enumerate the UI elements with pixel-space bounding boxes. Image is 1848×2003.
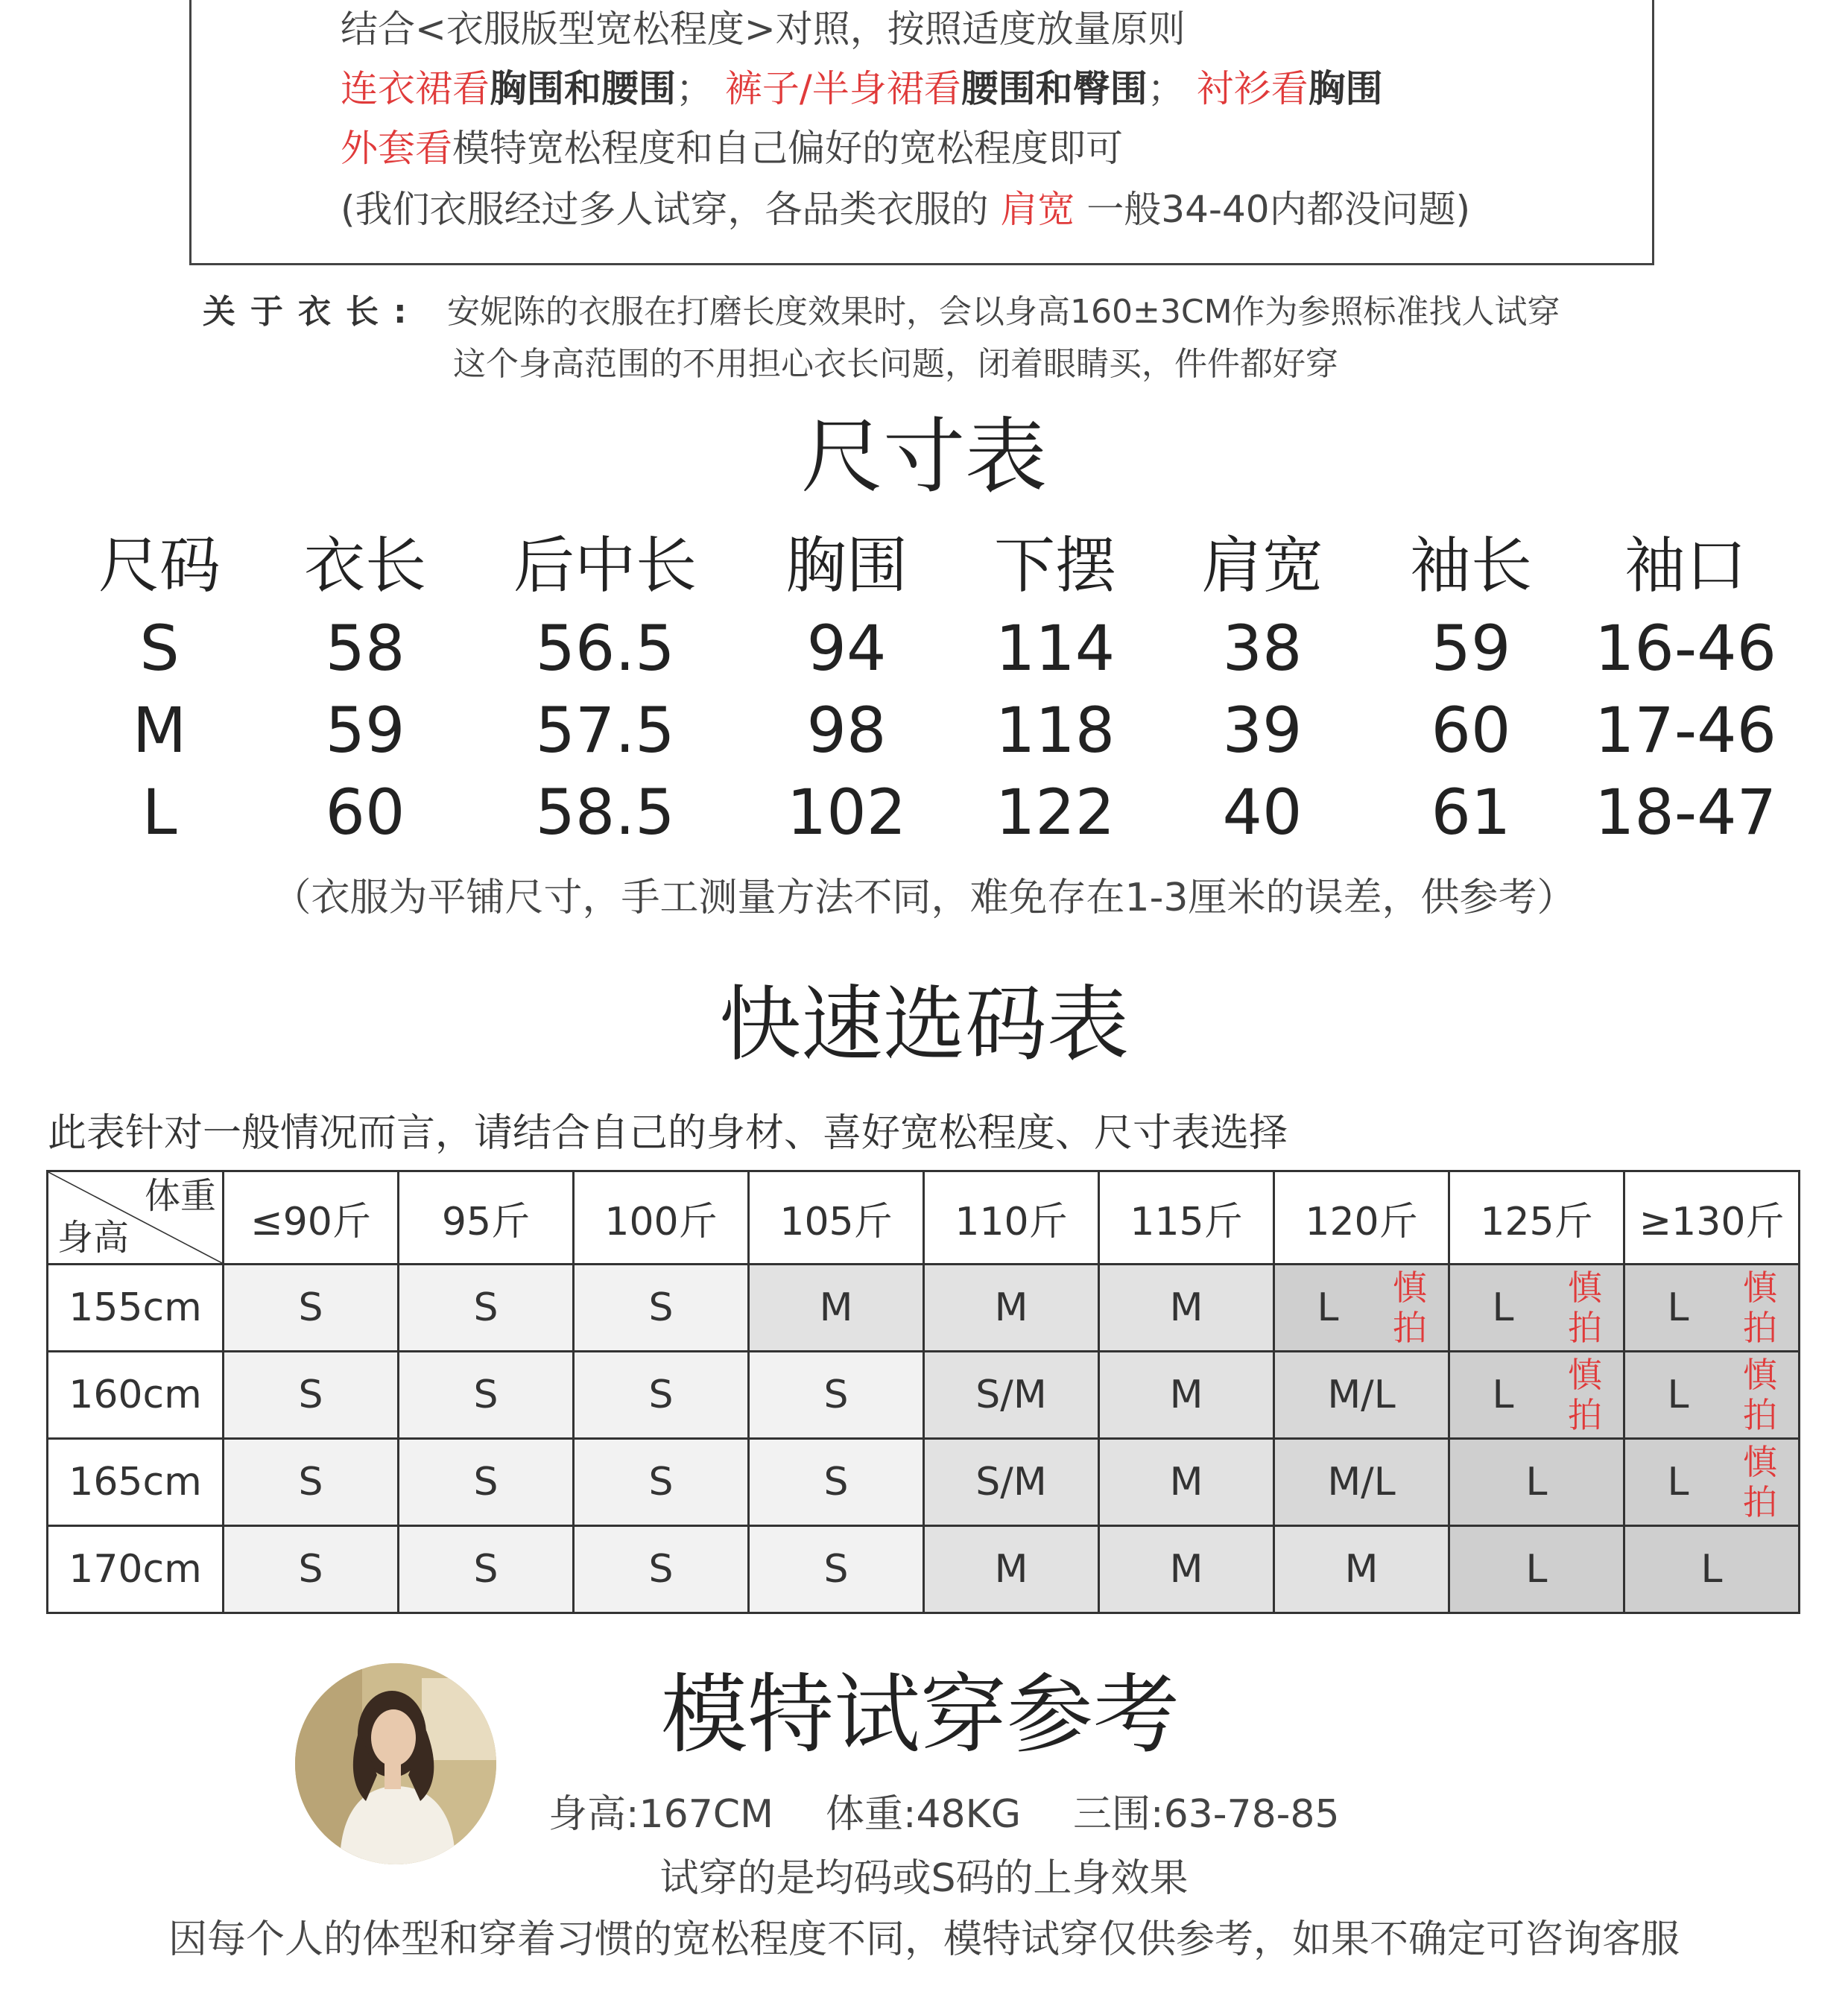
- quick-size-row: [48, 1439, 1800, 1526]
- recommended-size: M: [994, 1547, 1028, 1592]
- coat-label: 外套看: [341, 127, 452, 170]
- length-note-text-1: 安妮陈的衣服在打磨长度效果时，会以身高160±3CM作为参照标准找人试穿: [447, 293, 1560, 331]
- model-disclaimer: 因每个人的体型和穿着习惯的宽松程度不同，模特试穿仅供参考，如果不确定可咨询客服: [168, 1917, 1680, 1962]
- recommended-size-cell: [924, 1439, 1099, 1526]
- size-value: 57.5: [535, 694, 675, 767]
- quick-size-row: [48, 1265, 1800, 1352]
- quick-size-header-row: [48, 1171, 1800, 1265]
- recommended-size-cell: [399, 1352, 574, 1439]
- size-chart-row: [67, 689, 1796, 771]
- recommended-size: S: [473, 1285, 499, 1330]
- recommended-size-cell: [399, 1265, 574, 1352]
- dress-label: 连衣裙看: [341, 67, 490, 110]
- recommended-size: M: [1169, 1547, 1203, 1592]
- model-reference-title: 模特试穿参考: [661, 1665, 1180, 1765]
- caution-note-top: 慎: [1568, 1268, 1602, 1308]
- recommended-size: S: [648, 1460, 674, 1504]
- recommended-size-cell: [749, 1439, 924, 1526]
- caution-note-bottom: 拍: [1743, 1395, 1777, 1435]
- quick-size-description: 此表针对一般情况而言，请结合自己的身材、喜好宽松程度、尺寸表选择: [48, 1111, 1288, 1156]
- weight-header-cell: 95斤: [399, 1171, 574, 1265]
- caution-note-top: 慎: [1743, 1355, 1777, 1395]
- model-height: 身高:167CM: [548, 1792, 773, 1837]
- caution-note: [1741, 1268, 1779, 1348]
- model-avatar: [295, 1663, 496, 1864]
- caution-note-bottom: 拍: [1393, 1308, 1427, 1348]
- recommended-size-cell: [924, 1265, 1099, 1352]
- size-header-cell: 衣长: [303, 531, 426, 601]
- recommended-size: S: [473, 1460, 499, 1504]
- size-chart-row: [67, 607, 1796, 689]
- recommended-size: S: [473, 1547, 499, 1592]
- quick-size-row: [48, 1526, 1800, 1613]
- recommended-size-cell: [1624, 1526, 1800, 1613]
- caution-note-bottom: 拍: [1743, 1482, 1777, 1522]
- recommended-size: S: [648, 1285, 674, 1330]
- quick-size-row: [48, 1352, 1800, 1439]
- separator: ；: [676, 67, 713, 110]
- recommended-size-cell: [1099, 1439, 1274, 1526]
- size-value: 59: [325, 694, 405, 767]
- recommended-size: L: [1317, 1285, 1339, 1330]
- recommended-size-cell: [1624, 1439, 1800, 1526]
- size-value: 58: [325, 612, 405, 685]
- caution-note: [1741, 1442, 1779, 1522]
- model-weight: 体重:48KG: [825, 1792, 1022, 1837]
- height-label-cell: 170cm: [48, 1526, 224, 1613]
- recommended-size: S: [823, 1547, 849, 1592]
- recommended-size-cell: [574, 1439, 749, 1526]
- fit-guide-line-3: [341, 126, 1123, 171]
- recommended-size-cell: [1449, 1439, 1624, 1526]
- size-value: 60: [325, 776, 405, 849]
- size-header-cell: 尺码: [98, 531, 221, 601]
- shoulder-label: 肩宽: [1000, 188, 1075, 231]
- recommended-size: S: [648, 1373, 674, 1417]
- recommended-size-cell: [399, 1526, 574, 1613]
- recommended-size-cell: [924, 1352, 1099, 1439]
- length-note-label: 关于衣长:: [203, 293, 422, 331]
- garment-length-note: [203, 286, 1560, 390]
- size-chart-header-row: [67, 525, 1796, 607]
- caution-note-bottom: 拍: [1568, 1308, 1602, 1348]
- recommended-size: M: [1169, 1285, 1203, 1330]
- recommended-size: S: [823, 1373, 849, 1417]
- fit-guide-line-4: [341, 187, 1470, 232]
- model-photo-illustration: [295, 1663, 496, 1864]
- size-value: 61: [1431, 776, 1511, 849]
- shoulder-prefix: (我们衣服经过多人试穿，各品类衣服的: [341, 188, 1001, 231]
- caution-note: [1391, 1268, 1428, 1348]
- quick-size-corner-cell: [48, 1171, 224, 1265]
- pants-label: 裤子/半身裙看: [724, 67, 961, 110]
- recommended-size: S: [298, 1285, 323, 1330]
- corner-height-label: 身高: [57, 1217, 130, 1259]
- shirt-measure: 胸围: [1308, 67, 1383, 110]
- recommended-size-cell: [1624, 1265, 1800, 1352]
- recommended-size-cell: [749, 1526, 924, 1613]
- size-header-cell: 肩宽: [1200, 531, 1323, 601]
- fit-guide-line-1: 结合<衣服版型宽松程度>对照，按照适度放量原则: [341, 7, 1186, 51]
- size-value: 98: [806, 694, 887, 767]
- recommended-size: M/L: [1327, 1373, 1396, 1417]
- recommended-size-cell: [574, 1352, 749, 1439]
- caution-note-top: 慎: [1393, 1268, 1427, 1308]
- recommended-size-cell: [1099, 1352, 1274, 1439]
- recommended-size-cell: [1274, 1439, 1449, 1526]
- caution-note: [1566, 1355, 1604, 1435]
- recommended-size-cell: [1449, 1352, 1624, 1439]
- weight-header-cell: ≤90斤: [224, 1171, 399, 1265]
- length-note-text-2: 这个身高范围的不用担心衣长问题，闭着眼睛买，件件都好穿: [453, 345, 1338, 383]
- size-value: L: [142, 776, 177, 849]
- recommended-size: S: [298, 1373, 323, 1417]
- recommended-size-cell: [1099, 1265, 1274, 1352]
- size-value: 59: [1431, 612, 1511, 685]
- shirt-label: 衬衫看: [1196, 67, 1309, 110]
- recommended-size: L: [1700, 1547, 1723, 1592]
- caution-note: [1566, 1268, 1604, 1348]
- height-label-cell: 155cm: [48, 1265, 224, 1352]
- size-value: 39: [1222, 694, 1303, 767]
- size-value: 118: [995, 694, 1116, 767]
- recommended-size-cell: [399, 1439, 574, 1526]
- caution-note-top: 慎: [1743, 1442, 1777, 1482]
- size-header-cell: 下摆: [993, 531, 1116, 601]
- recommended-size-cell: [1624, 1352, 1800, 1439]
- size-value: 122: [995, 776, 1116, 849]
- model-fit-effect: 试穿的是均码或S码的上身效果: [659, 1856, 1189, 1901]
- length-note-line-1: [203, 286, 1560, 338]
- caution-note-bottom: 拍: [1568, 1395, 1602, 1435]
- recommended-size: S/M: [975, 1460, 1047, 1504]
- recommended-size: M: [819, 1285, 853, 1330]
- size-value: 58.5: [535, 776, 675, 849]
- recommended-size: L: [1525, 1547, 1548, 1592]
- size-value: S: [139, 612, 180, 685]
- recommended-size-cell: [1099, 1526, 1274, 1613]
- size-chart-note: （衣服为平铺尺寸，手工测量方法不同，难免存在1-3厘米的误差，供参考）: [272, 876, 1576, 920]
- recommended-size: L: [1667, 1285, 1689, 1330]
- recommended-size: M: [994, 1285, 1028, 1330]
- size-value: M: [132, 694, 187, 767]
- caution-note-top: 慎: [1568, 1355, 1602, 1395]
- height-label-cell: 160cm: [48, 1352, 224, 1439]
- recommended-size-cell: [1274, 1526, 1449, 1613]
- model-stats: [548, 1788, 1392, 1841]
- size-header-cell: 胸围: [785, 531, 908, 601]
- weight-header-cell: ≥130斤: [1624, 1171, 1800, 1265]
- size-value: 94: [806, 612, 887, 685]
- recommended-size-cell: [224, 1439, 399, 1526]
- recommended-size-cell: [1274, 1265, 1449, 1352]
- quick-size-table: [46, 1170, 1800, 1614]
- corner-weight-label: 体重: [144, 1175, 216, 1217]
- recommended-size-cell: [224, 1265, 399, 1352]
- size-value: 60: [1431, 694, 1511, 767]
- recommended-size: S: [298, 1460, 323, 1504]
- size-value: 114: [995, 612, 1116, 685]
- weight-header-cell: 110斤: [924, 1171, 1099, 1265]
- coat-rule: 模特宽松程度和自己偏好的宽松程度即可: [452, 127, 1123, 170]
- recommended-size: M: [1169, 1373, 1203, 1417]
- recommended-size: M/L: [1327, 1460, 1396, 1504]
- size-value: 56.5: [535, 612, 675, 685]
- weight-header-cell: 120斤: [1274, 1171, 1449, 1265]
- recommended-size-cell: [574, 1526, 749, 1613]
- recommended-size-cell: [749, 1352, 924, 1439]
- recommended-size-cell: [924, 1526, 1099, 1613]
- recommended-size-cell: [1449, 1526, 1624, 1613]
- caution-note: [1741, 1355, 1779, 1435]
- recommended-size: L: [1492, 1373, 1514, 1417]
- size-value: 40: [1222, 776, 1303, 849]
- size-value: 17-46: [1594, 694, 1777, 767]
- size-chart-row: [67, 771, 1796, 853]
- recommended-size-cell: [749, 1265, 924, 1352]
- recommended-size: S: [473, 1373, 499, 1417]
- weight-header-cell: 100斤: [574, 1171, 749, 1265]
- recommended-size: M: [1169, 1460, 1203, 1504]
- weight-header-cell: 105斤: [749, 1171, 924, 1265]
- recommended-size: L: [1492, 1285, 1514, 1330]
- size-header-cell: 后中长: [513, 531, 697, 601]
- weight-header-cell: 115斤: [1099, 1171, 1274, 1265]
- shoulder-suffix: 一般34-40内都没问题): [1075, 188, 1471, 231]
- caution-note-bottom: 拍: [1743, 1308, 1777, 1348]
- recommended-size: S: [823, 1460, 849, 1504]
- recommended-size-cell: [1449, 1265, 1624, 1352]
- size-header-cell: 袖口: [1624, 531, 1747, 601]
- recommended-size-cell: [224, 1352, 399, 1439]
- recommended-size-cell: [1274, 1352, 1449, 1439]
- recommended-size: S: [298, 1547, 323, 1592]
- size-chart-title: 尺寸表: [801, 409, 1047, 504]
- caution-note-top: 慎: [1743, 1268, 1777, 1308]
- quick-size-title: 快速选码表: [719, 977, 1129, 1072]
- size-value: 38: [1222, 612, 1303, 685]
- size-value: 102: [786, 776, 907, 849]
- recommended-size: S: [648, 1547, 674, 1592]
- size-value: 18-47: [1594, 776, 1777, 849]
- pants-measure: 腰围和臀围: [961, 67, 1148, 110]
- fit-guide-line-2: [341, 66, 1383, 111]
- recommended-size-cell: [224, 1526, 399, 1613]
- size-chart-table: [67, 525, 1796, 853]
- recommended-size: L: [1667, 1460, 1689, 1504]
- fit-guide-box: [189, 0, 1654, 265]
- model-measurements: 三围:63-78-85: [1073, 1792, 1340, 1837]
- recommended-size-cell: [574, 1265, 749, 1352]
- recommended-size: M: [1344, 1547, 1379, 1592]
- recommended-size: L: [1667, 1373, 1689, 1417]
- recommended-size: S/M: [975, 1373, 1047, 1417]
- size-value: 16-46: [1594, 612, 1777, 685]
- recommended-size: L: [1525, 1460, 1548, 1504]
- weight-header-cell: 125斤: [1449, 1171, 1624, 1265]
- dress-measure: 胸围和腰围: [490, 67, 676, 110]
- size-header-cell: 袖长: [1409, 531, 1532, 601]
- separator: ；: [1147, 67, 1185, 110]
- height-label-cell: 165cm: [48, 1439, 224, 1526]
